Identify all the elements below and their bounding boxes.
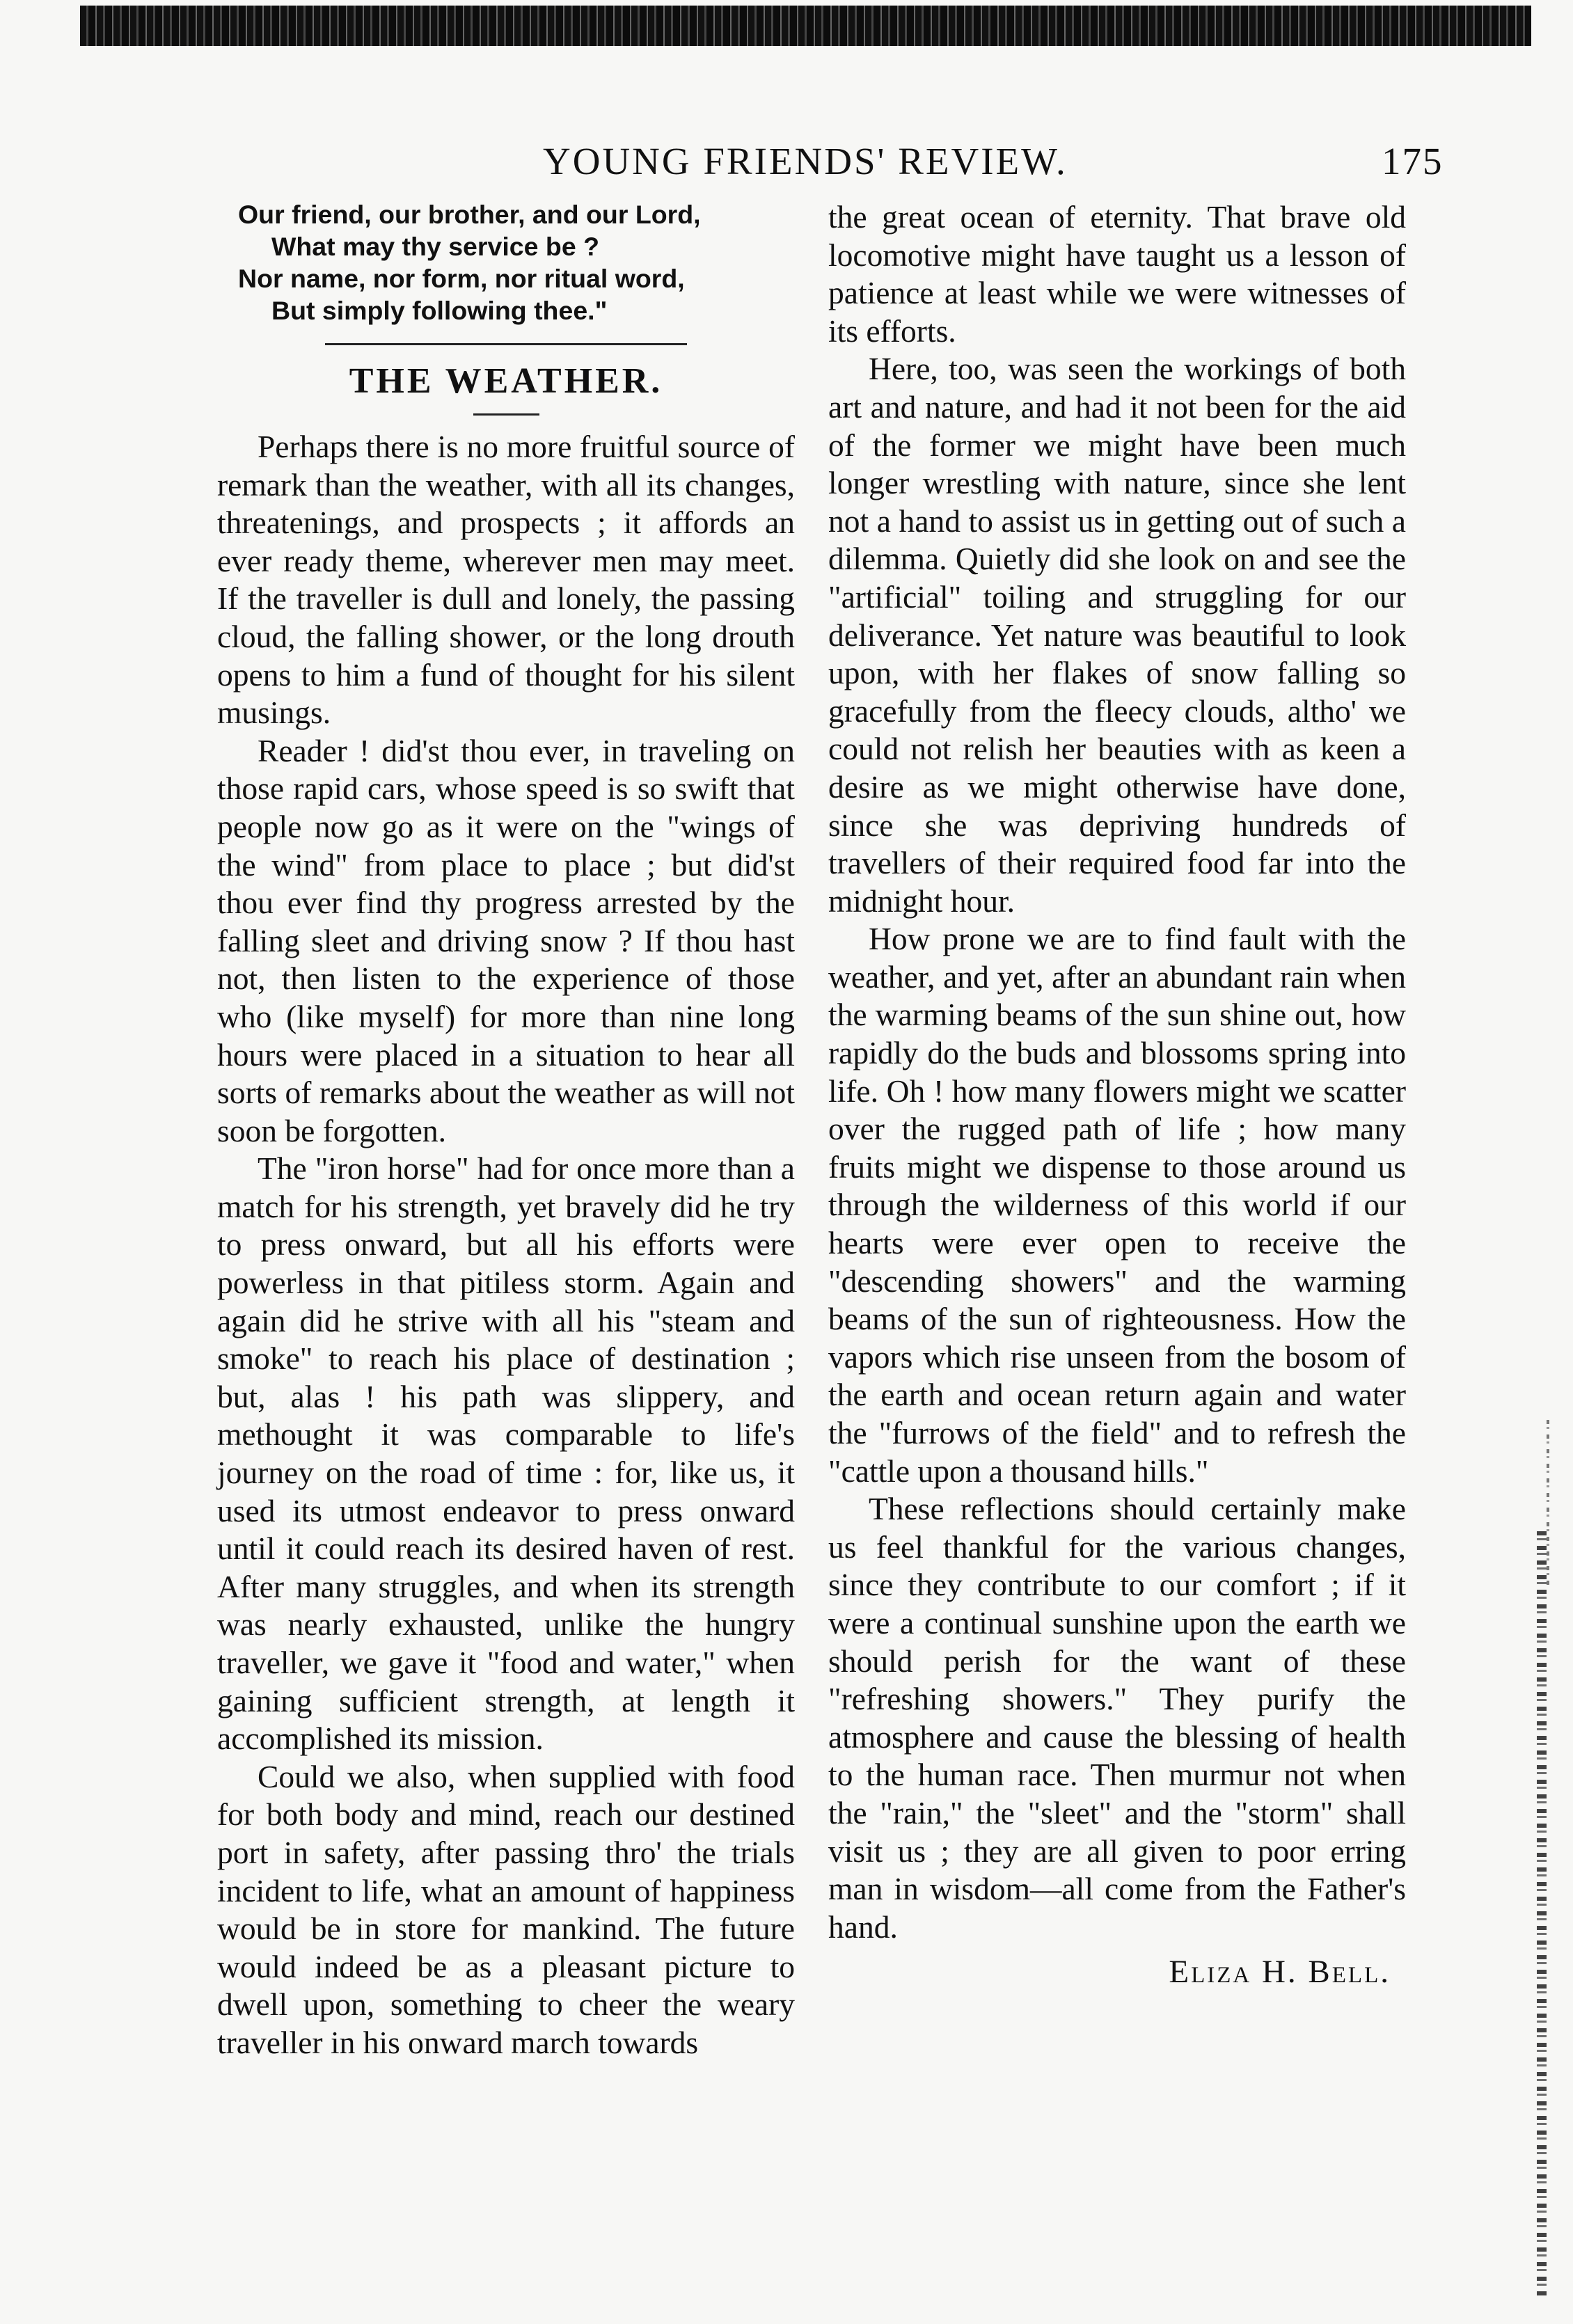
running-title: YOUNG FRIENDS' REVIEW. (543, 140, 1068, 182)
article-paragraph: Perhaps there is no more fruitful source of remark than the weather, with all its changes, threatenings, and prospects ; it affords an ever ready theme, wherever men may meet. If the traveller is dull and lonely, the passing cloud, the falling shower, or the long drouth opens to him a fund of thought for his silent musings. (217, 429, 795, 731)
page-number: 175 (1382, 140, 1444, 182)
section-divider (325, 343, 687, 345)
poem-line: Our friend, our brother, and our Lord, (238, 200, 701, 229)
scan-border-strip (80, 6, 1531, 46)
article-paragraph-part: Could we also, when supplied with food for both body and mind, reach our destined port in safety, after passing thro' the trials incident to life, what an amount of happiness would be in store for mankind. The future would indeed be as a pleasant picture to dwell upon, something to cheer the weary traveller in his onward march towards (217, 1758, 795, 2060)
poem-line: What may thy service be ? (271, 232, 600, 261)
article-paragraph-continuation: the great ocean of eternity. That brave old locomotive might have taught us a lesson of patience at least while we were witnesses of its efforts. (828, 199, 1406, 349)
article-paragraph: These reflections should certainly make us feel thankful for the various changes, since they contribute to our comfort ; if it were a continual sunshine upon the earth we should perish for the want of these "refreshing showers." They purify the atmosphere and cause the blessing of health to the human race. Then murmur not when the "rain," the "sleet" and the "storm" shall visit us ; they are all given to poor erring man in wisdom—all come from the Father's hand. (828, 1491, 1406, 1945)
article-paragraph: Here, too, was seen the workings of both art and nature, and had it not been for the aid of the former we might have been much longer wrestling with nature, since she lent not a hand to assist us in getting out of such a dilemma. Quietly did she look on and see the "artificial" toiling and struggling for our deliverance. Yet nature was beautiful to look upon, with her flakes of snow falling so gracefully from the fleecy clouds, altho' we could not relish her beauties with as keen a desire as we might otherwise have done, since she was depriving hundreds of travellers of their required food far into the midnight hour. (828, 351, 1406, 919)
scan-edge-noise (1537, 1531, 1547, 2297)
author-signature: Eliza H. Bell. (1169, 1954, 1391, 1991)
article-paragraph: Reader ! did'st thou ever, in traveling on those rapid cars, whose speed is so swift that people now go as it were on the "wings of the wind" from place to place ; but did'st thou ever find thy progress arrested by the falling sleet and driving snow ? If thou hast not, then listen to the experience of those who (like myself) for more than nine long hours were placed in a situation to hear all sorts of remarks about the weather as will not soon be forgotten. (217, 732, 795, 1148)
poem-line: Nor name, nor form, nor ritual word, (238, 264, 685, 293)
article-paragraph: The "iron horse" had for once more than a match for his strength, yet bravely did he try to press onward, but all his efforts were powerless in that pitiless storm. Again and again did he strive with all his "steam and smoke" to reach his place of destination ; but, alas ! his path was slippery, and methought it was comparable to life's journey on the road of time : for, like us, it used its utmost endeavor to press onward until it could reach its desired haven of rest. After many struggles, and when its strength was nearly exhausted, unlike the hungry traveller, we gave it "food and water," when gaining sufficient strength, at length it accomplished its mission. (217, 1151, 795, 1757)
article-title: THE WEATHER. (349, 361, 663, 401)
page-header (0, 139, 1573, 188)
article-paragraph: How prone we are to find fault with the weather, and yet, after an abundant rain when the warming beams of the sun shine out, how rapidly do the buds and blossoms spring into life. Oh ! how many flowers might we scatter over the rugged path of life ; how many fruits might we dispense to those around us through the wilderness of this world if our hearts were ever open to receive the "descending showers" and the warming beams of the sun of righteousness. How the vapors which rise unseen from the bosom of the earth and ocean return again and water the "furrows of the field" and to refresh the "cattle upon a thousand hills." (828, 921, 1406, 1489)
title-rule (473, 413, 539, 416)
poem-line: But simply following thee." (271, 296, 608, 325)
poem-stanza (238, 198, 795, 326)
right-column (828, 198, 1406, 1991)
left-column (217, 198, 795, 2062)
scan-edge-noise-small (1547, 1420, 1549, 1587)
